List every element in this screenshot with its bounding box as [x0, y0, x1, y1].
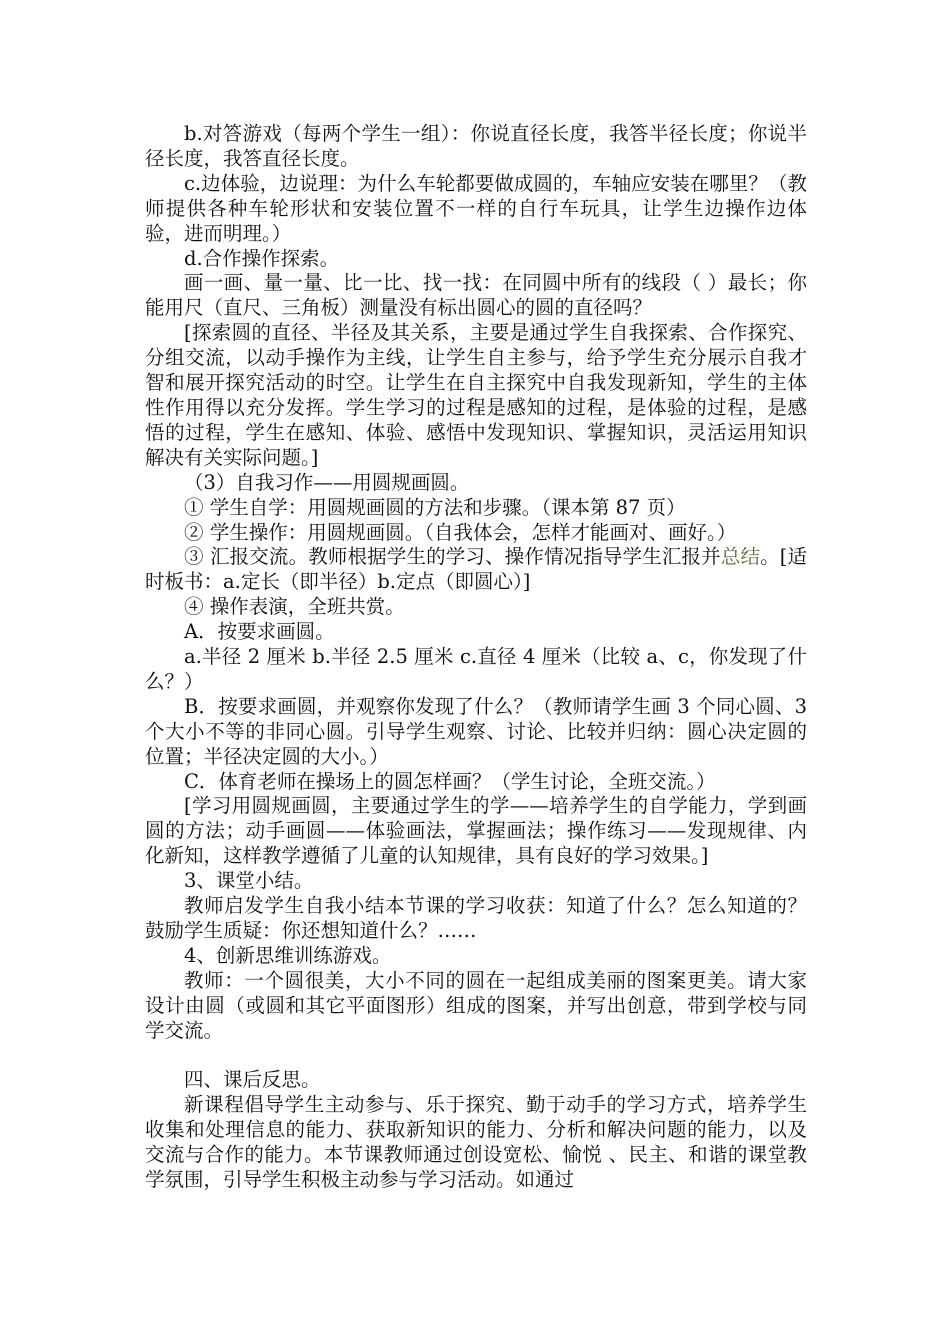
paragraph-compass-commentary: [学习用圆规画圆，主要通过学生的学——培养学生的自学能力，学到画圆的方法；动手画圆——体验画法，掌握画法；操作练习——发现规律、内化新知，这样教学遵循了儿童的认知规律，具有良好的学习效果。]	[145, 794, 807, 868]
paragraph-task-a: A．按要求画圆。	[184, 620, 335, 644]
paragraph-draw-measure: 画一画、量一量、比一比、找一找：在同圆中所有的线段（ ）最长；你能用尺（直尺、三角板）测量没有标出圆心的圆的直径吗？	[145, 271, 807, 320]
paragraph-student-operation: ② 学生操作：用圆规画圆。（自我体会，怎样才能画对、画好。）	[184, 520, 737, 544]
report-text-end: 。[适时板书：a.定长（即半径）b.定点（即圆心）]	[145, 545, 807, 594]
summary-link[interactable]: 总结	[720, 545, 761, 569]
blank-line	[145, 1044, 807, 1069]
paragraph-class-summary-heading: 3、课堂小结。	[184, 869, 314, 893]
paragraph-innovation-task: 教师：一个圆很美，大小不同的圆在一起组成美丽的图案更美。请大家设计由圆（或圆和其它平面图形）组成的图案，并写出创意，带到学校与同学交流。	[145, 968, 807, 1042]
paragraph-task-a-items: a.半径 2 厘米 b.半径 2.5 厘米 c.直径 4 厘米（比较 a、c，你发现了什么？）	[145, 645, 807, 693]
paragraph-task-b: B．按要求画圆，并观察你发现了什么？（教师请学生画 3 个同心圆、3 个大小不等的非同心圆。引导学生观察、讨论、比较并归纳：圆心决定圆的位置；半径决定圆的大小。）	[145, 694, 807, 768]
paragraph-report-exchange	[145, 545, 807, 595]
paragraph-reflection-body: 新课程倡导学生主动参与、乐于探究、勤于动手的学习方式，培养学生收集和处理信息的能力、获取新知识的能力、分析和解决问题的能力，以及交流与合作的能力。本节课教师通过创设宽松、愉悦 、民主、和谐的课堂教学氛围，引导学生积极主动参与学习活动。如通过	[145, 1093, 807, 1192]
paragraph-cooperative-exploration: d.合作操作探索。	[184, 246, 340, 270]
document-page	[145, 122, 807, 1193]
paragraph-reflection-heading: 四、课后反思。	[184, 1068, 321, 1092]
paragraph-performance: ④ 操作表演，全班共赏。	[184, 595, 405, 619]
paragraph-wheel-experience: c.边体验，边说理：为什么车轮都要做成圆的，车轴应安装在哪里？（教师提供各种车轮形状和安装位置不一样的自行车玩具，让学生边操作边体验，进而明理。）	[145, 171, 807, 245]
paragraph-explore-commentary: [探索圆的直径、半径及其关系，主要是通过学生自我探索、合作探究、分组交流，以动手操作为主线，让学生自主参与，给予学生充分展示自我才智和展开探究活动的时空。让学生在自主探究中自我发现新知，学生的主体性作用得以充分发挥。学生学习的过程是感知的过程，是体验的过程，是感悟的过程，学生在感知、体验、感悟中发现知识、掌握知识，灵活运用知识解决有关实际问题。]	[145, 321, 807, 469]
report-text-start: ③ 汇报交流。教师根据学生的学习、操作情况指导学生汇报并	[184, 545, 721, 569]
paragraph-self-study: ① 学生自学：用圆规画圆的方法和步骤。（课本第 87 页）	[184, 495, 686, 519]
paragraph-task-c: C．体育老师在操场上的圆怎样画？（学生讨论，全班交流。）	[184, 769, 716, 793]
paragraph-dialogue-game: b.对答游戏（每两个学生一组）：你说直径长度，我答半径长度；你说半径长度，我答直径长度。	[145, 122, 807, 170]
paragraph-innovation-heading: 4、创新思维训练游戏。	[184, 943, 392, 967]
paragraph-class-summary: 教师启发学生自我小结本节课的学习收获：知道了什么？怎么知道的？鼓励学生质疑：你还想知道什么？……	[145, 894, 807, 942]
paragraph-compass-heading: （3）自我习作——用圆规画圆。	[184, 470, 470, 494]
